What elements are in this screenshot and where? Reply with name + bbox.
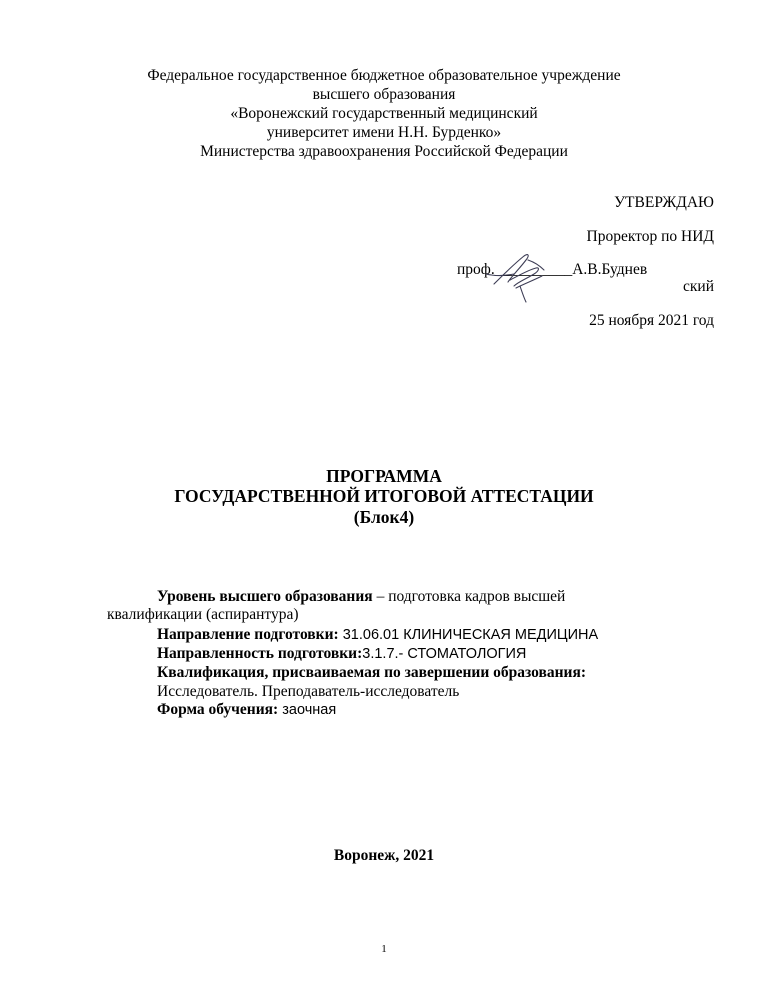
study-form-label: Форма обучения:: [157, 701, 279, 718]
approval-date: 25 ноября 2021 год: [589, 312, 714, 329]
city-year: Воронеж, 2021: [333, 847, 435, 864]
qualification-label: Квалификация, присваиваемая по завершении образования:: [157, 664, 587, 681]
institution-line-3: «Воронежский государственный медицинский: [230, 105, 538, 122]
approver-position: Проректор по НИД: [586, 228, 714, 245]
education-level-label: Уровень высшего образования: [157, 588, 373, 605]
approver-name: А.В.Буднев: [572, 261, 648, 278]
program-subtitle: ГОСУДАРСТВЕННОЙ ИТОГОВОЙ АТТЕСТАЦИИ: [174, 486, 594, 506]
approver-title-prefix: проф.: [457, 261, 495, 278]
qualification-value: Исследователь. Преподаватель-исследователь: [157, 683, 460, 700]
education-level: [157, 587, 565, 606]
training-direction-label: Направление подготовки:: [157, 626, 339, 643]
institution-line-5: Министерства здравоохранения Российской Федерации: [200, 143, 568, 160]
signature-image: [484, 246, 570, 306]
approve-label: УТВЕРЖДАЮ: [614, 194, 714, 211]
signature-blank: __________: [494, 261, 573, 278]
training-focus-label: Направленность подготовки:: [157, 645, 363, 662]
page-number: 1: [381, 943, 387, 955]
institution-line-2: высшего образования: [312, 86, 456, 103]
study-form: [157, 700, 336, 720]
institution-line-4: университет имени Н.Н. Бурденко»: [266, 124, 502, 141]
program-title: ПРОГРАММА: [326, 466, 442, 486]
institution-line-1: Федеральное государственное бюджетное образовательное учреждение: [147, 67, 621, 84]
training-focus: [157, 644, 526, 664]
training-focus-value: 3.1.7.- СТОМАТОЛОГИЯ: [362, 646, 527, 662]
education-level-value: – подготовка кадров высшей: [372, 588, 566, 605]
approver-name-continuation: ский: [683, 278, 714, 295]
training-direction-value: 31.06.01 КЛИНИЧЕСКАЯ МЕДИЦИНА: [338, 627, 599, 643]
program-block: (Блок4): [353, 507, 415, 527]
training-direction: [157, 625, 598, 645]
study-form-value: заочная: [278, 702, 337, 718]
education-level-continuation: квалификации (аспирантура): [107, 606, 299, 623]
